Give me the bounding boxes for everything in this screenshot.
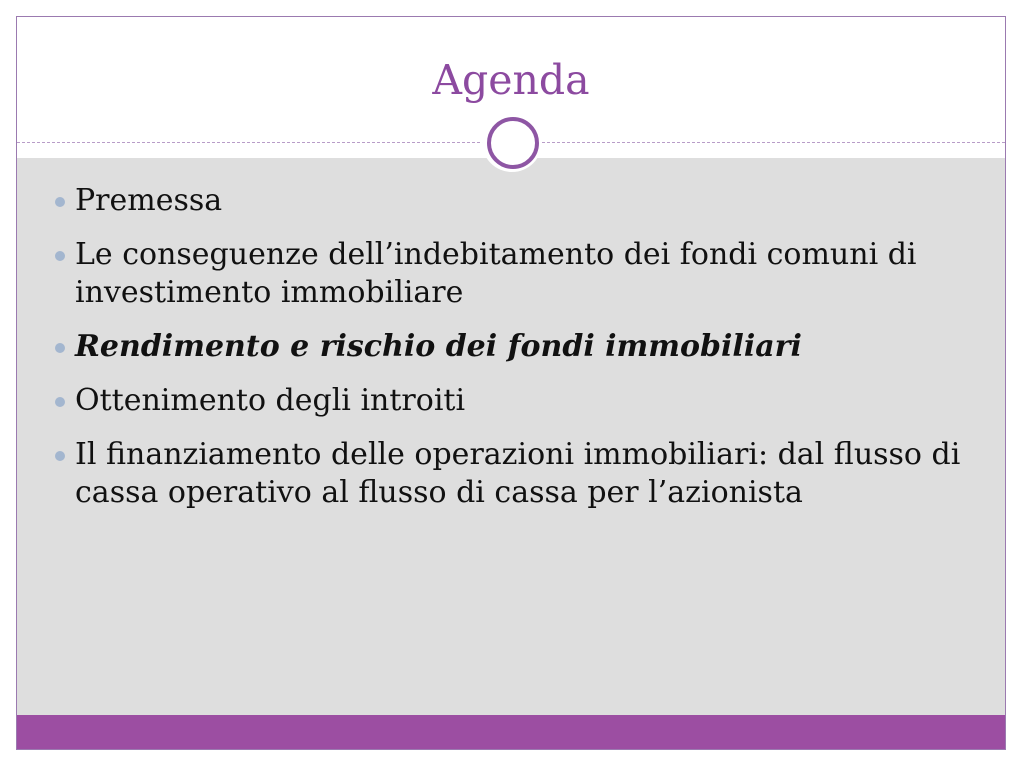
footer-accent-bar xyxy=(17,715,1005,749)
agenda-item xyxy=(75,436,985,512)
bullet-icon xyxy=(55,251,65,261)
agenda-item-text-emphasis: Rendimento e rischio dei fondi immobiliari xyxy=(75,329,802,364)
circle-ornament-icon xyxy=(487,117,539,169)
agenda-item xyxy=(75,236,985,312)
agenda-item-text: Premessa xyxy=(75,183,223,218)
slide-title: Agenda xyxy=(432,56,590,104)
agenda-item xyxy=(75,182,985,220)
bullet-icon xyxy=(55,451,65,461)
agenda-item-text: Le conseguenze dell’indebitamento dei fondi comuni di investimento immobiliare xyxy=(75,237,917,310)
agenda-item-text: Ottenimento degli introiti xyxy=(75,383,466,418)
agenda-list xyxy=(75,182,985,528)
slide xyxy=(16,16,1006,750)
agenda-item xyxy=(75,382,985,420)
bullet-icon xyxy=(55,343,65,353)
bullet-icon xyxy=(55,397,65,407)
agenda-item-text: Il finanziamento delle operazioni immobiliari: dal flusso di cassa operativo al flusso di cassa per l’azionista xyxy=(75,437,961,510)
agenda-item xyxy=(75,328,985,366)
bullet-icon xyxy=(55,197,65,207)
